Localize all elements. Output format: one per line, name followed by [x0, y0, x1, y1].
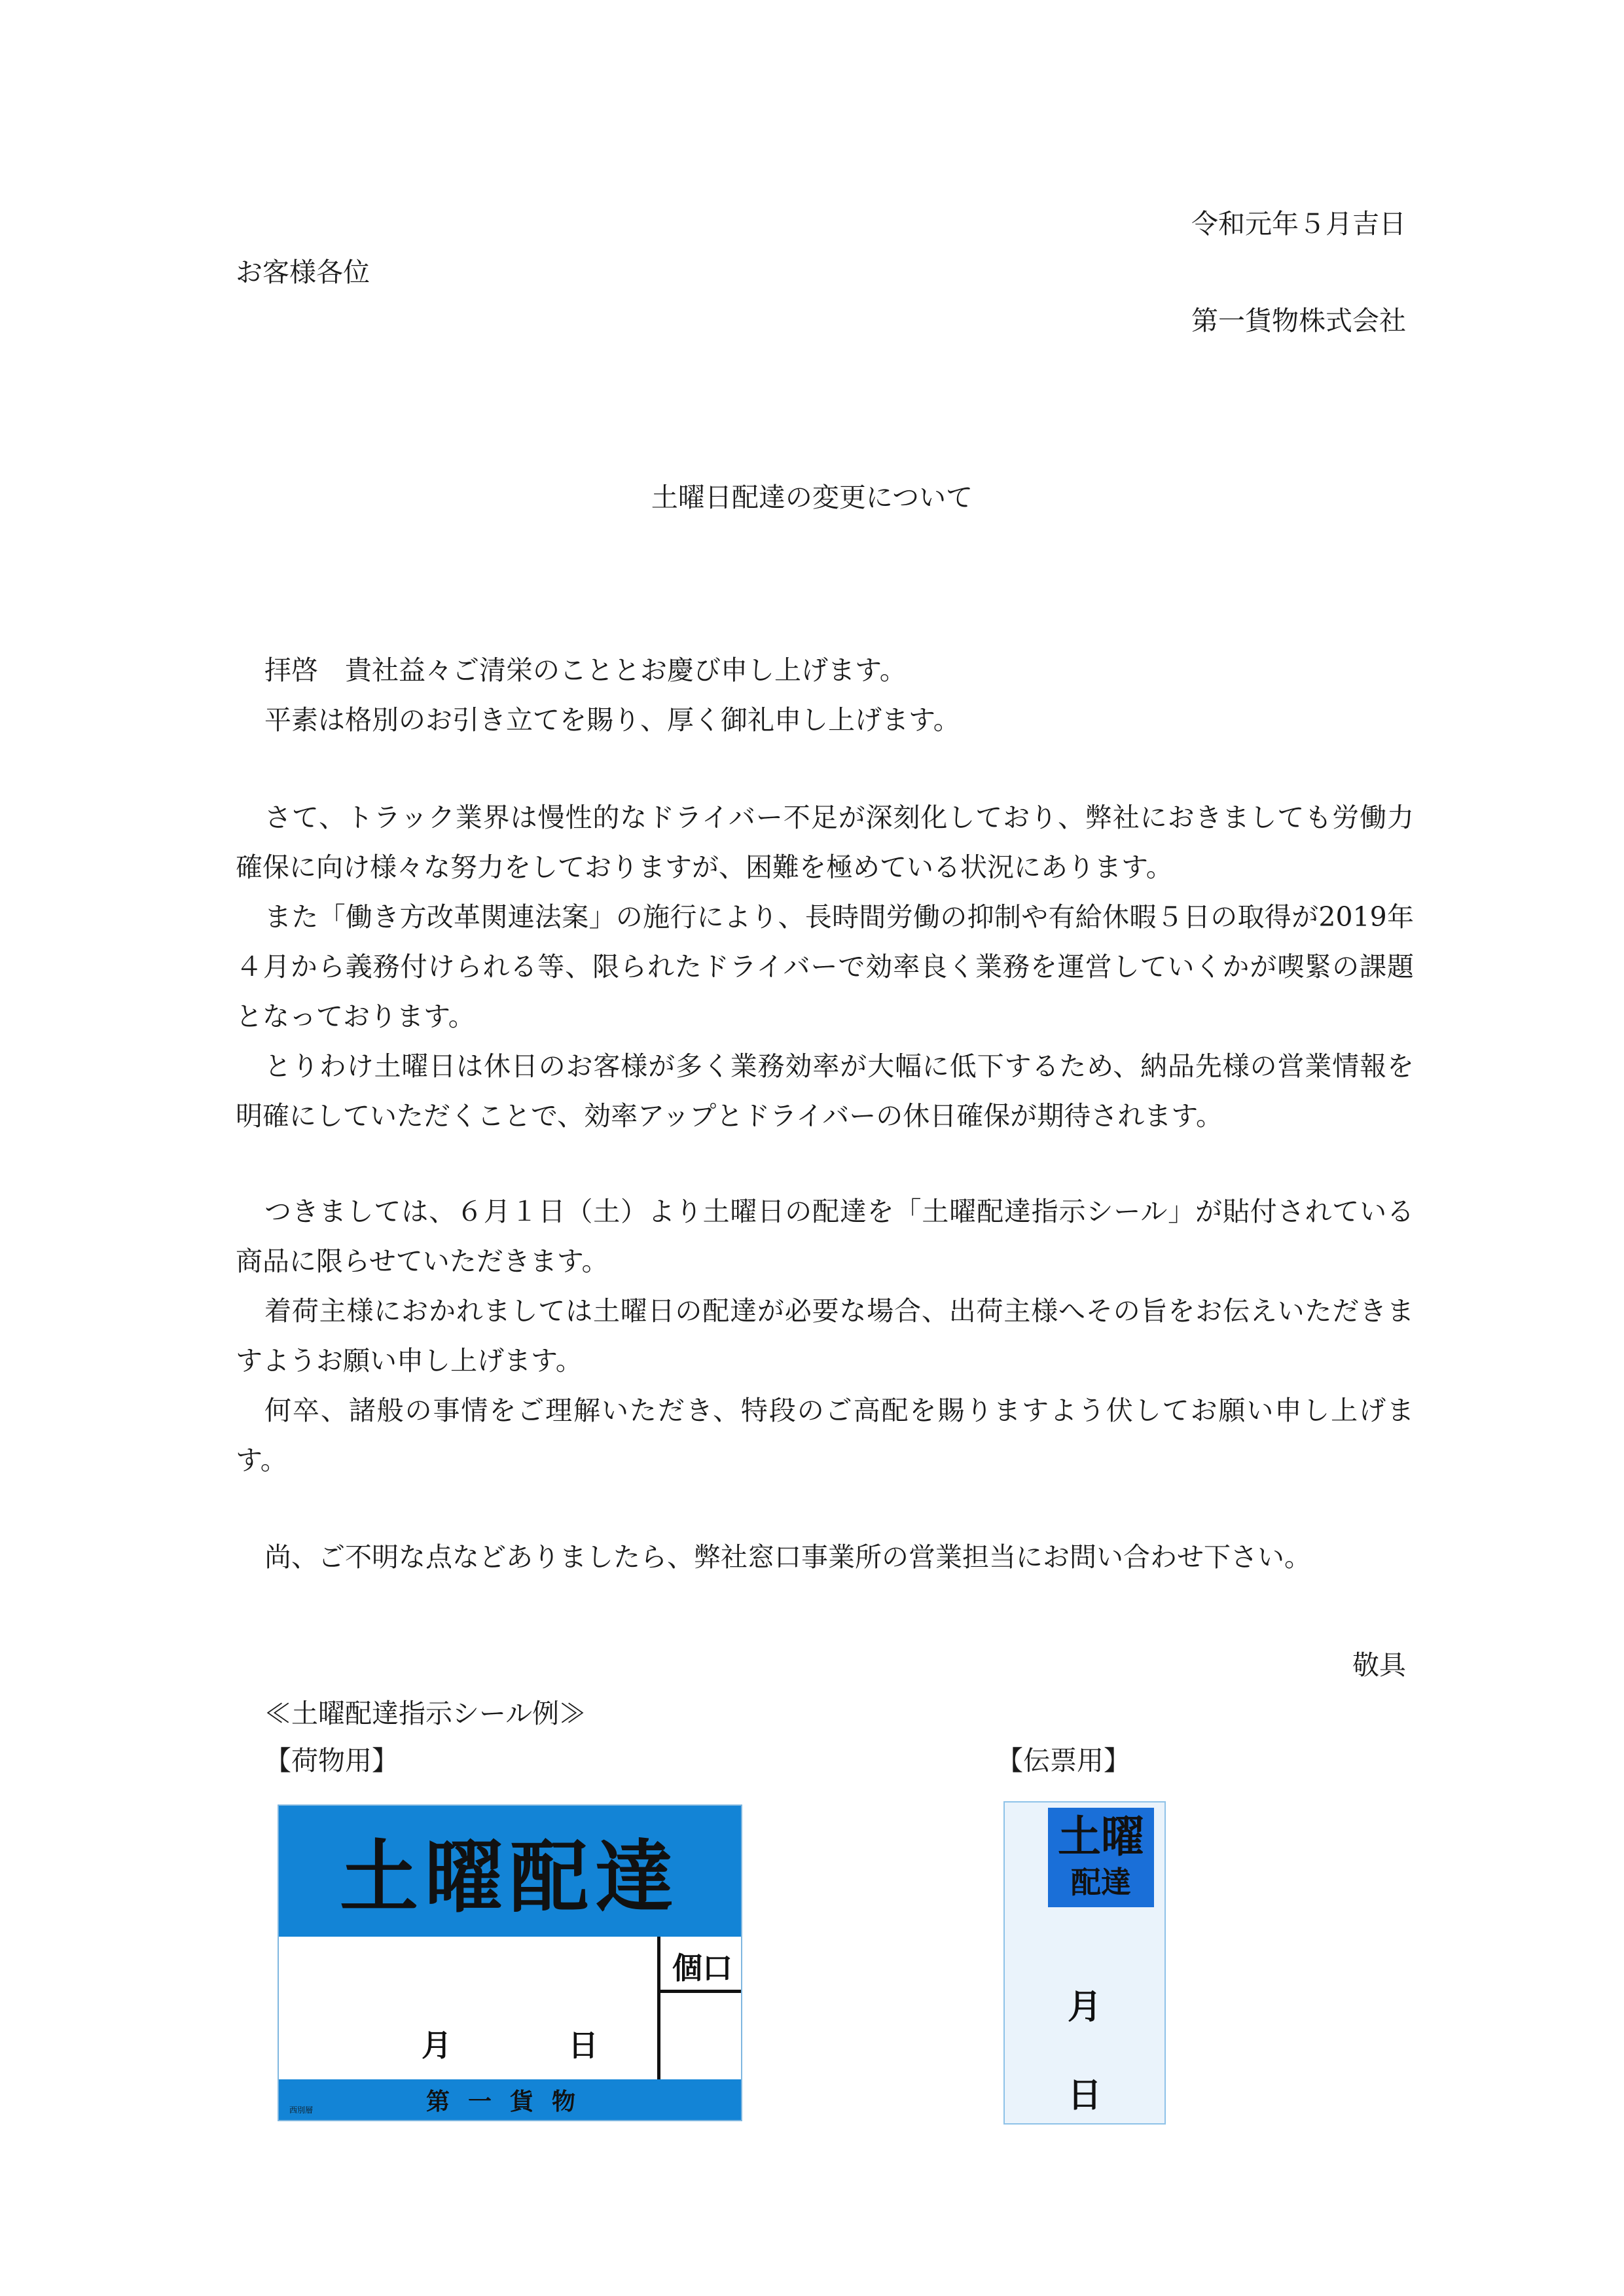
recipient: お客様各位: [236, 257, 370, 288]
paragraph: さて、トラック業界は慢性的なドライバー不足が深刻化しており、弊社におきましても労働力確保に向け様々な努力をしておりますが、困難を極めている状況にあります。: [236, 802, 1414, 883]
inquiry-block: [236, 1532, 1414, 1582]
document-date: 令和元年５月吉日: [1191, 208, 1406, 240]
paragraph: つきましては、６月１日（土）より土曜日の配達を「土曜配達指示シール」が貼付されている商品に限らせていただきます。: [236, 1196, 1414, 1277]
paragraph: 何卒、諸般の事情をご理解いただき、特段のご高配を賜りますよう伏してお願い申し上げます。: [236, 1395, 1414, 1476]
sticker-day-label: 日: [568, 2028, 598, 2063]
cargo-sticker-label: 【荷物用】: [264, 1745, 399, 1776]
sticker-title: 土曜配達: [340, 1833, 680, 1924]
slip-sticker-label: 【伝票用】: [996, 1745, 1130, 1776]
sticker-small-print: 西別層: [289, 2106, 314, 2115]
sticker-divider: [657, 1937, 660, 2079]
paragraph: 拝啓 貴社益々ご清栄のこととお慶び申し上げます。: [264, 655, 907, 686]
sender-company: 第一貨物株式会社: [1191, 305, 1406, 336]
sticker-company-name: 第一貨物: [425, 2088, 594, 2115]
request-block: [236, 1187, 1414, 1485]
slip-title-bottom: 配達: [1071, 1865, 1131, 1900]
paragraph: とりわけ土曜日は休日のお客様が多く業務効率が大幅に低下するため、納品先様の営業情報を明確にしていただくことで、効率アップとドライバーの休日確保が期待されます。: [236, 1050, 1414, 1132]
sticker-count-label: 個口: [672, 1950, 732, 1986]
paragraph: また「働き方改革関連法案」の施行により、長時間労働の抑制や有給休暇５日の取得が2019年４月から義務付けられる等、限られたドライバーで効率良く業務を運営していくかが喫緊の課題となっております。: [236, 901, 1414, 1032]
sticker-section-heading: ≪土曜配達指示シール例≫: [264, 1698, 586, 1729]
slip-sticker-image: [1003, 1801, 1166, 2125]
cargo-sticker-image: [278, 1804, 742, 2121]
sticker-month-label: 月: [422, 2028, 452, 2063]
greeting-block: [236, 645, 1414, 745]
document-title: 土曜日配達の変更について: [651, 482, 973, 513]
paragraph: 着荷主様におかれましては土曜日の配達が必要な場合、出荷主様へその旨をお伝えいただきますようお願い申し上げます。: [236, 1295, 1414, 1376]
closing: 敬具: [1352, 1649, 1406, 1681]
sticker-divider: [660, 1990, 741, 1993]
paragraph: 平素は格別のお引き立てを賜り、厚く御礼申し上げます。: [264, 704, 960, 736]
slip-day-label: 日: [1067, 2076, 1102, 2115]
paragraph: 尚、ご不明な点などありましたら、弊社窓口事業所の営業担当にお問い合わせ下さい。: [264, 1541, 1311, 1573]
slip-month-label: 月: [1067, 1988, 1102, 2027]
body-block: [236, 793, 1414, 1141]
slip-title-top: 土曜: [1058, 1812, 1144, 1862]
